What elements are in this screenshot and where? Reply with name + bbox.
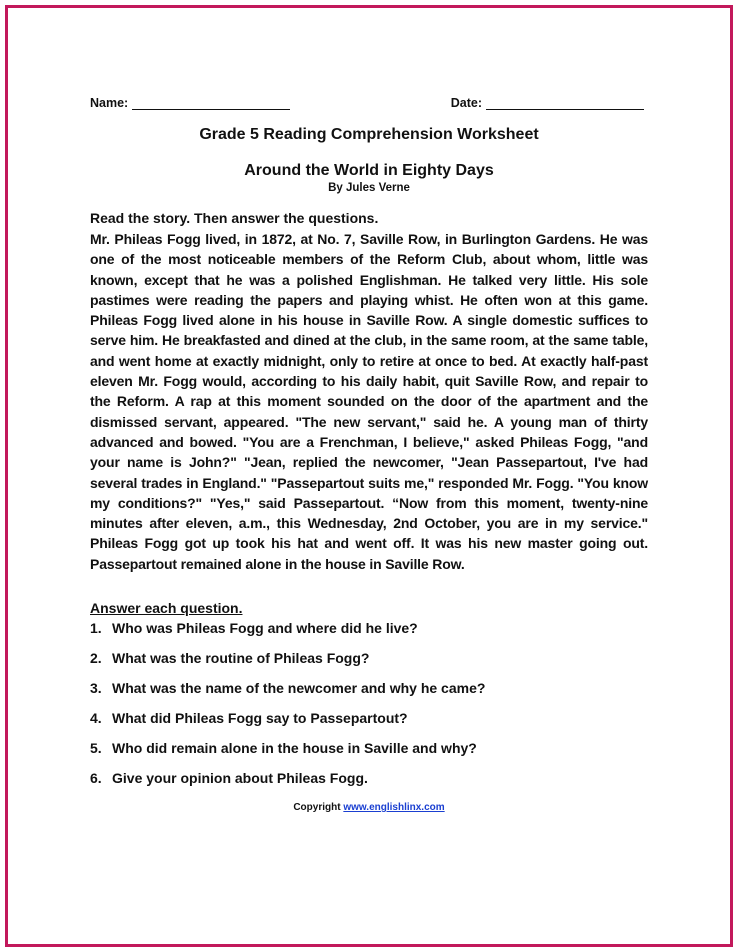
story-passage: Mr. Phileas Fogg lived, in 1872, at No. 7, Saville Row, in Burlington Gardens. He was one of the most noticeable members of the Reform Club, about whom, little was known, except that he was a polished Englishman. He talked very little. His sole pastimes were reading the papers and playing whist. He often won at this game. Phileas Fogg lived alone in his house in Saville Row. A single domestic suffices to serve him. He breakfasted and dined at the club, in the same room, at the same table, and went home at exactly midnight, only to retire at once to bed. At exactly half-past eleven Mr. Fogg would, according to his daily habit, quit Saville Row, and repair to the Reform. A rap at this moment sounded on the door of the apartment and the dismissed servant, appeared. "The new servant," said he. A young man of thirty advanced and bowed. "You are a Frenchman, I believe," asked Phileas Fogg, "and your name is John?" "Jean, replied the newcomer, "Jean Passepartout, I've had several trades in England." "Passepartout suits me," responded Mr. Fogg. "You know my conditions?" "Yes," said Passepartout. “Now from this moment, twenty-nine minutes after eleven, a.m., this Wednesday, 2nd October, you are in my service." Phileas Fogg got up took his hat and went off. It was his new master going out. Passepartout remained alone in the house in Saville Row.: [90, 231, 648, 572]
date-blank[interactable]: [486, 97, 644, 110]
name-field: [90, 90, 290, 110]
date-field: [451, 90, 644, 110]
website-link[interactable]: www.englishlinx.com: [343, 802, 445, 814]
question-text: What was the routine of Phileas Fogg?: [112, 650, 370, 667]
instructions: Read the story. Then answer the questions.: [90, 210, 379, 226]
answer-heading: Answer each question.: [90, 600, 243, 617]
story-title: Around the World in Eighty Days: [244, 162, 494, 179]
question-text: Give your opinion about Phileas Fogg.: [112, 770, 368, 787]
author-line: By Jules Verne: [328, 182, 410, 194]
question-number: 5.: [90, 740, 102, 757]
question-number: 3.: [90, 680, 102, 697]
header-row: [90, 90, 648, 110]
copyright-label: Copyright: [293, 802, 341, 814]
question-number: 1.: [90, 620, 102, 637]
name-blank[interactable]: [132, 97, 290, 110]
question-number: 4.: [90, 710, 102, 727]
question-list: [90, 618, 648, 798]
question-number: 2.: [90, 650, 102, 667]
date-label: Date:: [450, 96, 482, 110]
question-item: [90, 648, 648, 678]
question-text: What was the name of the newcomer and why he came?: [112, 680, 486, 697]
question-text: Who was Phileas Fogg and where did he live?: [112, 620, 418, 637]
question-text: Who did remain alone in the house in Saville and why?: [112, 740, 477, 757]
question-text: What did Phileas Fogg say to Passepartout?: [112, 710, 408, 727]
worksheet-title: Grade 5 Reading Comprehension Worksheet: [199, 126, 539, 143]
name-label: Name:: [90, 96, 129, 110]
question-item: [90, 768, 648, 798]
question-item: [90, 708, 648, 738]
question-item: [90, 678, 648, 708]
copyright-footer: [90, 802, 648, 813]
question-item: [90, 618, 648, 648]
worksheet-page: [90, 90, 648, 813]
question-item: [90, 738, 648, 768]
question-number: 6.: [90, 770, 102, 787]
